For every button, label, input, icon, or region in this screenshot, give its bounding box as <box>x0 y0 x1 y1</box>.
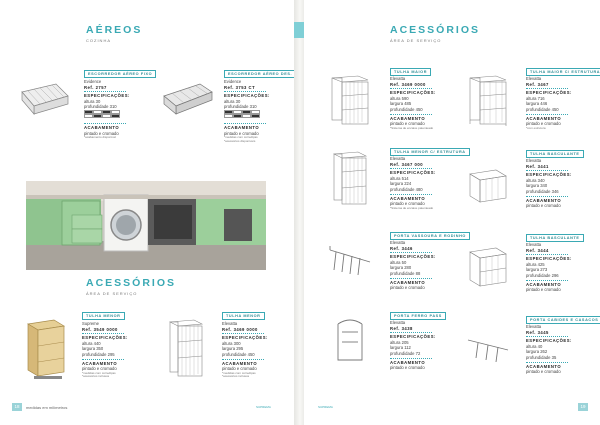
product-ref: Ref. 3445 <box>526 329 549 335</box>
spec-largura: largura 262 <box>526 349 548 355</box>
product-ref: Ref. 3438 <box>390 325 413 331</box>
finish-heading: ACABAMENTO <box>84 124 120 130</box>
spec-largura: largura 295 <box>222 346 244 352</box>
finish-value: pintado e cromado <box>526 203 561 209</box>
product-note: *Sistema de encaixe patenteado <box>390 205 434 210</box>
finish-heading: ACABAMENTO <box>390 195 426 201</box>
porta-vassoura-image <box>326 242 376 278</box>
spec-tulha-basculante <box>526 158 572 209</box>
finish-value: pintado e cromado <box>84 130 119 136</box>
page-number-left: 18 <box>12 403 22 411</box>
product-note: *medidas com corrediças <box>82 370 116 375</box>
spec-tulha-menor-estrutura <box>390 156 436 210</box>
page-number-right: 19 <box>578 403 588 411</box>
porta-cabides-image <box>464 334 512 364</box>
spec-altura: altura 300 <box>222 340 241 346</box>
size-grid <box>224 110 270 118</box>
finish-heading: ACABAMENTO <box>390 359 426 365</box>
tag-tulha-basculante-2: TULHA BASCULANTE <box>526 234 584 242</box>
spec-profundidade: profundidade 480 <box>390 186 423 192</box>
product-line: Elevatta <box>390 156 406 161</box>
product-line: Elevatta <box>390 240 406 245</box>
spec-largura: largura 280 <box>390 265 412 271</box>
finish-heading: ACABAMENTO <box>390 279 426 285</box>
finish-value: pintado e cromado <box>224 130 259 136</box>
product-ref: Ref. 3446 <box>390 245 413 251</box>
tag-escorredor-aereo-fixo: ESCORREDOR AÉREO FIXO <box>84 70 156 78</box>
spec-profundidade: profundidade 450 <box>222 351 255 357</box>
size-grid <box>84 110 130 118</box>
section-title-acessorios: ACESSÓRIOS <box>86 277 177 289</box>
product-line: Elevatta <box>526 324 542 329</box>
product-line: Elevatta <box>222 321 238 326</box>
product-note: *acabamento disponível <box>84 135 117 140</box>
section-title-aereos: AÉREOS <box>86 24 143 36</box>
spec-heading: ESPECIFICAÇÕES: <box>526 256 572 262</box>
product-line: Elevatta <box>526 242 542 247</box>
section-subtitle-cozinha: COZINHA <box>86 38 111 43</box>
finish-heading: ACABAMENTO <box>390 115 426 121</box>
brand-logo-right: SUPREMA <box>318 405 333 409</box>
spec-profundidade: profundidade 310 <box>224 104 257 110</box>
spec-largura: largura 485 <box>390 101 412 107</box>
product-ref: Ref. 3467 000 <box>390 161 424 167</box>
spec-altura: altura 30 <box>84 98 101 104</box>
tag-escorredor-aereo-des: ESCORREDOR AÉREO DES. <box>224 70 296 78</box>
section-title-acessorios-right: ACESSÓRIOS <box>390 24 481 36</box>
spec-heading: ESPECIFICAÇÕES: <box>222 335 268 341</box>
spec-heading: ESPECIFICAÇÕES: <box>390 170 436 176</box>
finish-value: pintado e cromado <box>222 366 257 372</box>
product-note: *Sistema de encaixe patenteado <box>390 125 434 130</box>
finish-heading: ACABAMENTO <box>224 124 260 130</box>
tag-tulha-basculante: TULHA BASCULANTE <box>526 150 584 158</box>
spec-altura: altura 340 <box>526 177 545 183</box>
spec-profundidade: profundidade 295 <box>82 351 115 357</box>
spec-profundidade: profundidade 346 <box>526 188 559 194</box>
tag-tulha-menor-supreme: TULHA MENOR <box>82 312 125 320</box>
spec-heading: ESPECIFICAÇÕES: <box>390 90 436 96</box>
spec-largura: largura 224 <box>390 181 412 187</box>
spec-heading: ESPECIFICAÇÕES: <box>84 93 130 99</box>
product-line: Elevatta <box>526 76 542 81</box>
product-note-2: *acessórios disponíveis <box>224 138 256 143</box>
product-note: *medidas com corrediças <box>224 135 258 140</box>
spec-porta-vassoura <box>390 240 436 291</box>
spec-profundidade: profundidade 72 <box>390 350 421 356</box>
finish-heading: ACABAMENTO <box>526 197 562 203</box>
finish-heading: ACABAMENTO <box>526 115 562 121</box>
section-subtitle-area-servico: ÁREA DE SERVIÇO <box>86 291 138 296</box>
spec-altura: altura 590 <box>390 95 409 101</box>
spec-profundidade: profundidade 296 <box>526 272 559 278</box>
product-line: Evidence <box>84 79 102 84</box>
product-ref: Ref. 3469 0000 <box>390 81 426 87</box>
finish-heading: ACABAMENTO <box>82 360 118 366</box>
porta-ferro-image <box>332 318 368 368</box>
spec-heading: ESPECIFICAÇÕES: <box>390 254 436 260</box>
tulha-maior-image <box>328 74 372 126</box>
product-line: Elevatta <box>390 320 406 325</box>
product-ref: Ref. 3441 <box>526 163 549 169</box>
finish-heading: ACABAMENTO <box>222 360 258 366</box>
spec-profundidade: profundidade 450 <box>526 106 559 112</box>
spec-profundidade: profundidade 310 <box>84 104 117 110</box>
spec-largura: largura 273 <box>526 267 548 273</box>
spec-tulha-basculante-2 <box>526 242 572 293</box>
finish-value: pintado e cromado <box>390 201 425 207</box>
spec-largura: largura 340 <box>526 183 548 189</box>
finish-heading: ACABAMENTO <box>526 363 562 369</box>
tag-tulha-maior-estrutura: TULHA MAIOR C/ ESTRUTURA <box>526 68 600 76</box>
left-page <box>0 0 296 425</box>
spec-porta-cabides <box>526 324 572 375</box>
tag-porta-vassoura: PORTA VASSOURA E RODINHO <box>390 232 470 240</box>
product-note-2: *acessórios inclusos <box>82 374 110 379</box>
dish-rack-removable-image <box>160 82 216 118</box>
finish-value: pintado e cromado <box>82 366 117 372</box>
finish-heading: ACABAMENTO <box>526 281 562 287</box>
finish-value: pintado e cromado <box>390 365 425 371</box>
spec-profundidade: profundidade 35 <box>526 354 557 360</box>
spec-tulha-menor-supreme <box>82 321 128 379</box>
spec-altura: altura 30 <box>224 98 241 104</box>
product-ref: Ref. 2757 <box>84 84 107 90</box>
spec-tulha-maior <box>390 76 436 130</box>
spec-heading: ESPECIFICAÇÕES: <box>224 93 270 99</box>
brand-logo: SUPREMA <box>256 405 271 409</box>
spec-altura: altura 40 <box>526 343 543 349</box>
spec-altura: altura 440 <box>82 340 101 346</box>
tag-porta-cabides: PORTA CABIDES E CASACOS <box>526 316 600 324</box>
finish-value: pintado e cromado <box>526 287 561 293</box>
footer-text: medidas em milímetros <box>26 405 68 410</box>
spec-tulha-menor-elevatta <box>222 321 268 379</box>
product-ref: Ref. 3444 <box>526 247 549 253</box>
spec-largura: largura 112 <box>390 345 411 351</box>
spec-heading: ESPECIFICAÇÕES: <box>82 335 128 341</box>
product-note: *medidas com corrediças <box>222 370 256 375</box>
spec-altura: altura 205 <box>390 339 409 345</box>
spec-heading: ESPECIFICAÇÕES: <box>526 338 572 344</box>
section-subtitle-right: ÁREA DE SERVIÇO <box>390 38 442 43</box>
spec-largura: largura 446 <box>526 101 548 107</box>
spec-altura: altura 425 <box>526 261 545 267</box>
spec-profundidade: profundidade 450 <box>390 106 423 112</box>
product-ref: Ref. 3753 CT <box>224 84 256 90</box>
product-note: *com estrutura <box>526 125 546 130</box>
spec-heading: ESPECIFICAÇÕES: <box>526 172 572 178</box>
tulha-basculante-2-image <box>466 246 510 292</box>
tulha-menor-elevatta-image <box>166 318 206 380</box>
product-line: Evidence <box>224 79 242 84</box>
product-line: Elevatta <box>390 76 406 81</box>
finish-value: pintado e cromado <box>526 369 561 375</box>
product-line: Supreme <box>82 321 99 326</box>
tag-tulha-menor-estrutura: TULHA MENOR C/ ESTRUTURA <box>390 148 470 156</box>
tag-tulha-maior: TULHA MAIOR <box>390 68 431 76</box>
product-ref: Ref. 3549 0000 <box>82 326 118 332</box>
tulha-menor-supreme-image <box>24 318 68 384</box>
right-page <box>304 0 600 425</box>
finish-value: pintado e cromado <box>390 285 425 291</box>
tag-porta-ferro: PORTA FERRO PASS <box>390 312 446 320</box>
spec-heading: ESPECIFICAÇÕES: <box>526 90 572 96</box>
tulha-menor-estrutura-image <box>330 150 370 206</box>
spec-profundidade: profundidade 88 <box>390 270 421 276</box>
spec-tulha-maior-estrutura <box>526 76 572 130</box>
product-line: Elevatta <box>526 158 542 163</box>
product-ref: Ref. 3469 0000 <box>222 326 258 332</box>
dish-rack-fixed-image <box>18 82 70 116</box>
spec-escorredor-des <box>224 79 270 143</box>
tulha-basculante-image <box>466 168 510 206</box>
spec-porta-ferro <box>390 320 436 371</box>
product-note-2: *acessórios inclusos <box>222 374 250 379</box>
spec-altura: altura 716 <box>526 95 545 101</box>
tag-tulha-menor-elevatta: TULHA MENOR <box>222 312 265 320</box>
spec-escorredor-fixo <box>84 79 130 140</box>
finish-value: pintado e cromado <box>526 121 561 127</box>
spec-altura: altura 50 <box>390 259 407 265</box>
product-ref: Ref. 3467 <box>526 81 549 87</box>
tulha-maior-estrutura-image <box>466 74 510 126</box>
spec-largura: largura 350 <box>82 346 104 352</box>
laundry-room-photo <box>26 181 266 270</box>
spec-altura: altura 514 <box>390 175 409 181</box>
spec-heading: ESPECIFICAÇÕES: <box>390 334 436 340</box>
finish-value: pintado e cromado <box>390 121 425 127</box>
